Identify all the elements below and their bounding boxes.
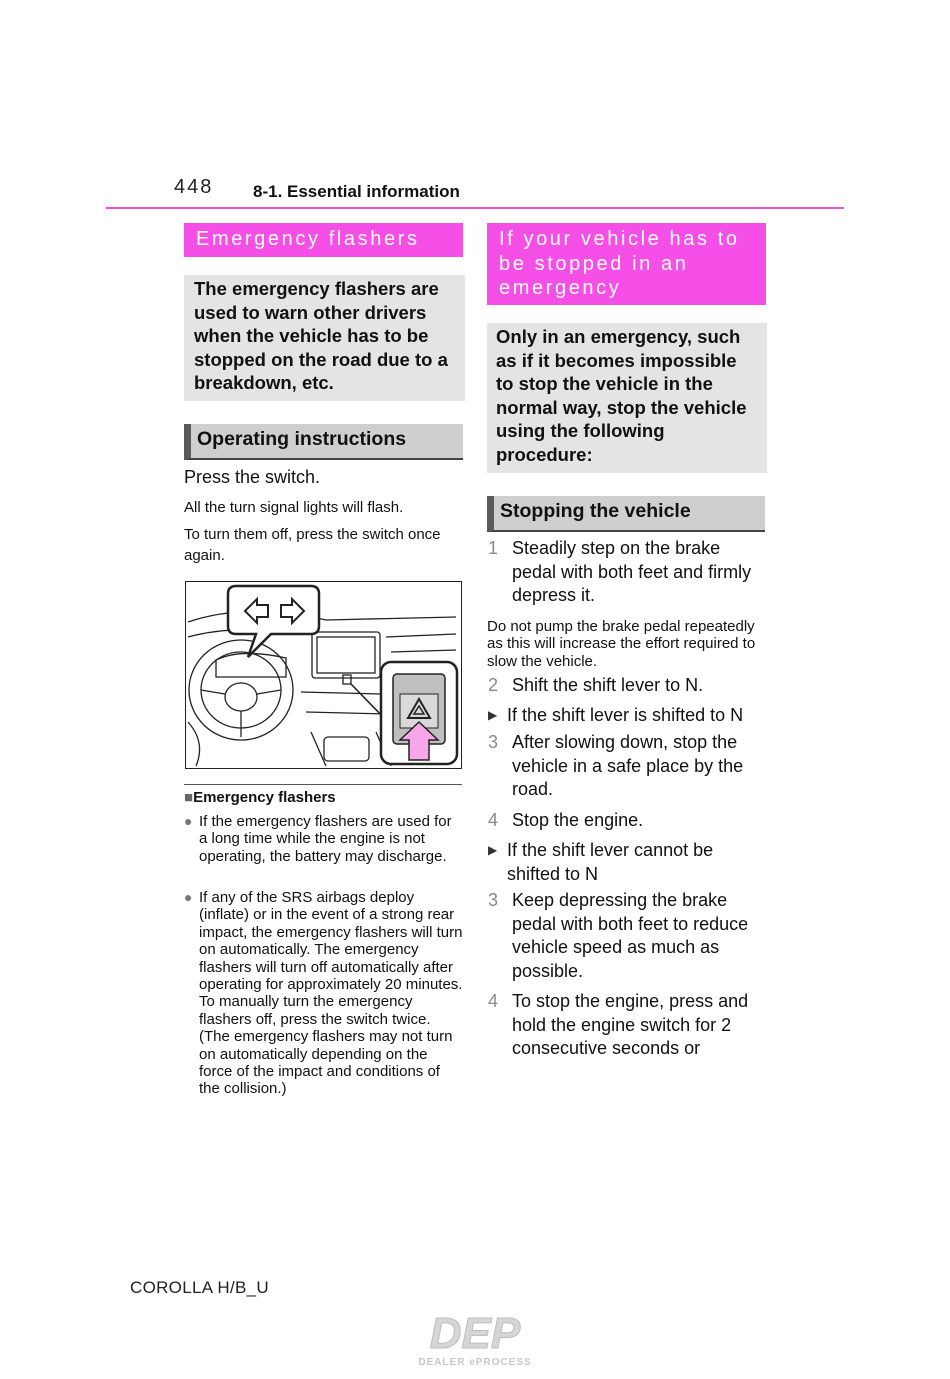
dealer-eprocess-logo	[404, 1310, 546, 1370]
step-number: 3	[488, 732, 499, 752]
dashboard-drawing	[186, 582, 460, 767]
step-number: 3	[488, 890, 499, 910]
notes-separator	[184, 784, 462, 785]
operating-instructions-heading: Operating instructions	[184, 424, 463, 460]
note-bullet-text: If any of the SRS airbags deploy (inflate) or in the event of a strong rear impact, the emergency flashers will turn on automatically. The emergency flashers will turn off automatically after operating for approximately 20 minutes. To manually turn the emergency flashers off, press the switch twice. (The emergency flashers may not turn on automatically depending on the force of the impact and conditions of the collision.)	[199, 889, 463, 1098]
logo-letters: DEP	[429, 1310, 521, 1358]
step-text: Steadily step on the brake pedal with both feet and firmly depress it.	[512, 538, 752, 605]
triangle-marker-icon: ▶	[488, 708, 498, 722]
case-text: If the shift lever is shifted to N	[507, 705, 744, 725]
notes-title-text: Emergency flashers	[193, 789, 336, 806]
footer-model-code: COROLLA H/B_U	[130, 1278, 270, 1297]
note-bullet-text: If the emergency flashers are used for a long time while the engine is not operating, the battery may discharge.	[199, 813, 452, 865]
turn-off-note: To turn them off, press the switch once again.	[184, 526, 441, 564]
emergency-flashers-heading: Emergency flashers	[184, 223, 463, 257]
speech-bubble-icon	[228, 586, 319, 657]
step-number: 4	[488, 810, 499, 830]
logo-subtext: DEALER ePROCESS	[418, 1357, 532, 1368]
step-text: Stop the engine.	[512, 810, 644, 830]
bullet-dot-icon: ●	[184, 889, 193, 905]
case-text: If the shift lever cannot be shifted to N	[507, 840, 714, 884]
header-rule	[106, 207, 844, 209]
step-text: Shift the shift lever to N.	[512, 675, 704, 695]
emergency-stop-intro-box: Only in an emergency, such as if it becomes impossible to stop the vehicle in the normal way, stop the vehicle using the following procedure:	[487, 323, 767, 473]
square-bullet-icon: ■	[184, 789, 194, 806]
notes-title	[184, 789, 336, 807]
flashers-intro-box: The emergency flashers are used to warn other drivers when the vehicle has to be stopped on the road due to a breakdown, etc.	[184, 275, 465, 401]
step-number: 4	[488, 991, 499, 1011]
press-switch-text: Press the switch.	[184, 467, 321, 487]
section-title: 8-1. Essential information	[253, 182, 460, 201]
step-text: To stop the engine, press and hold the engine switch for 2 consecutive seconds or	[512, 991, 749, 1058]
step-text: Keep depressing the brake pedal with both feet to reduce vehicle speed as much as possible.	[512, 890, 749, 981]
stopping-vehicle-heading: Stopping the vehicle	[487, 496, 765, 532]
emergency-stop-heading: If your vehicle has to be stopped in an emergency	[487, 223, 766, 305]
step-number: 2	[488, 675, 499, 695]
step-text: After slowing down, stop the vehicle in a safe place by the road.	[512, 732, 744, 799]
bullet-dot-icon: ●	[184, 813, 193, 829]
page-number: 448	[174, 176, 214, 198]
flash-note: All the turn signal lights will flash.	[184, 499, 404, 516]
pump-brake-note: Do not pump the brake pedal repeatedly as this will increase the effort required to slow the vehicle.	[487, 618, 756, 670]
step-number: 1	[488, 538, 499, 558]
triangle-marker-icon: ▶	[488, 843, 498, 857]
emergency-flasher-switch-illustration	[185, 581, 462, 769]
